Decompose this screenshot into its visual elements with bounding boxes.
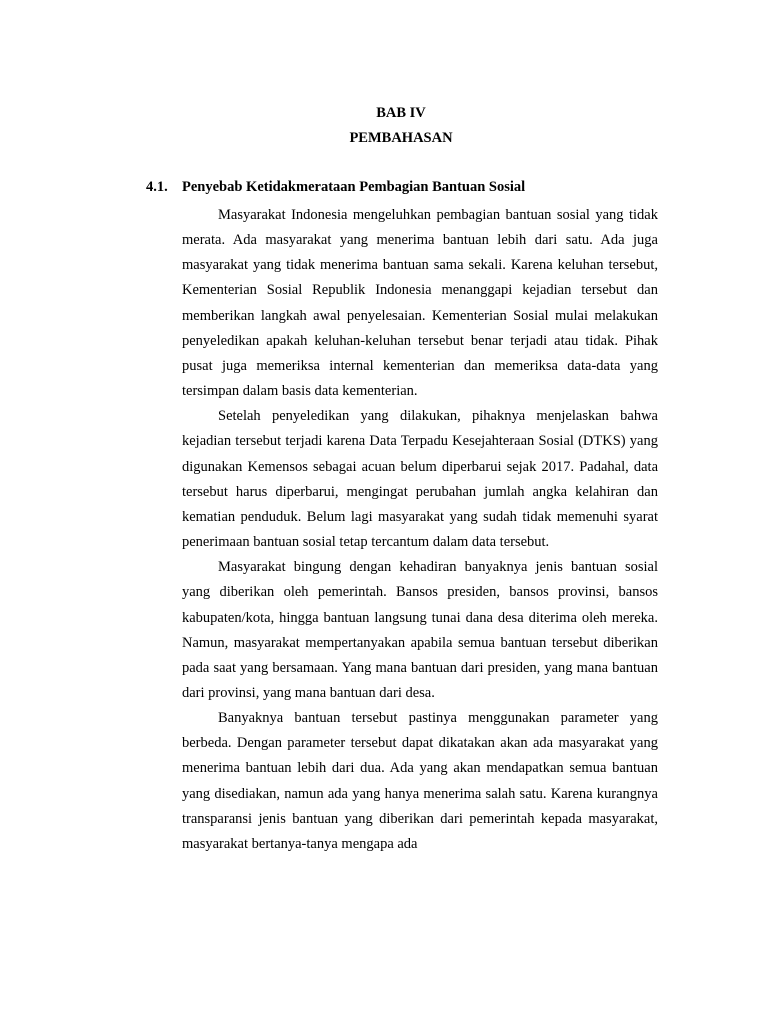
section-title: Penyebab Ketidakmerataan Pembagian Bantuan Sosial — [182, 179, 526, 195]
section-body — [182, 203, 658, 857]
paragraph: Setelah penyeledikan yang dilakukan, pihaknya menjelaskan bahwa kejadian tersebut terjadi karena Data Terpadu Kesejahteraan Sosial (DTKS) yang digunakan Kemensos sebagai acuan belum diperbarui sejak 2017. Padahal, data tersebut harus diperbarui, mengingat perubahan jumlah angka kelahiran dan kematian penduduk. Belum lagi masyarakat yang sudah tidak memenuhi syarat penerimaan bantuan sosial tetap tercantum dalam data tersebut. — [182, 408, 658, 551]
paragraph: Masyarakat Indonesia mengeluhkan pembagian bantuan sosial yang tidak merata. Ada masyarakat yang menerima bantuan lebih dari satu. Ada juga masyarakat yang tidak menerima bantuan sama sekali. Karena keluhan tersebut, Kementerian Sosial Republik Indonesia menanggapi kejadian tersebut dan memberikan langkah awal penyelesaian. Kementerian Sosial mulai melakukan penyeledikan apakah keluhan-keluhan tersebut benar terjadi atau tidak. Pihak pusat juga memeriksa internal kementerian dan memeriksa data-data yang tersimpan dalam basis data kementerian. — [182, 207, 658, 400]
paragraph: Masyarakat bingung dengan kehadiran banyaknya jenis bantuan sosial yang diberikan oleh pemerintah. Bansos presiden, bansos provinsi, bansos kabupaten/kota, hingga bantuan langsung tunai dana desa diterima oleh mereka. Namun, masyarakat mempertanyakan apabila semua bantuan tersebut diberikan pada saat yang bersamaan. Yang mana bantuan dari presiden, yang mana bantuan dari provinsi, yang mana bantuan dari desa. — [182, 559, 658, 701]
chapter-number: BAB IV — [376, 105, 426, 121]
chapter-title: PEMBAHASAN — [349, 130, 453, 146]
section-number: 4.1. — [146, 179, 168, 195]
paragraph: Banyaknya bantuan tersebut pastinya menggunakan parameter yang berbeda. Dengan parameter tersebut dapat dikatakan akan ada masyarakat yang menerima bantuan lebih dari dua. Ada yang akan mendapatkan semua bantuan yang disediakan, namun ada yang hanya menerima salah satu. Karena kurangnya transparansi jenis bantuan yang diberikan dari pemerintah kepada masyarakat, masyarakat bertanya-tanya mengapa ada — [182, 710, 658, 852]
section-heading — [146, 178, 525, 196]
